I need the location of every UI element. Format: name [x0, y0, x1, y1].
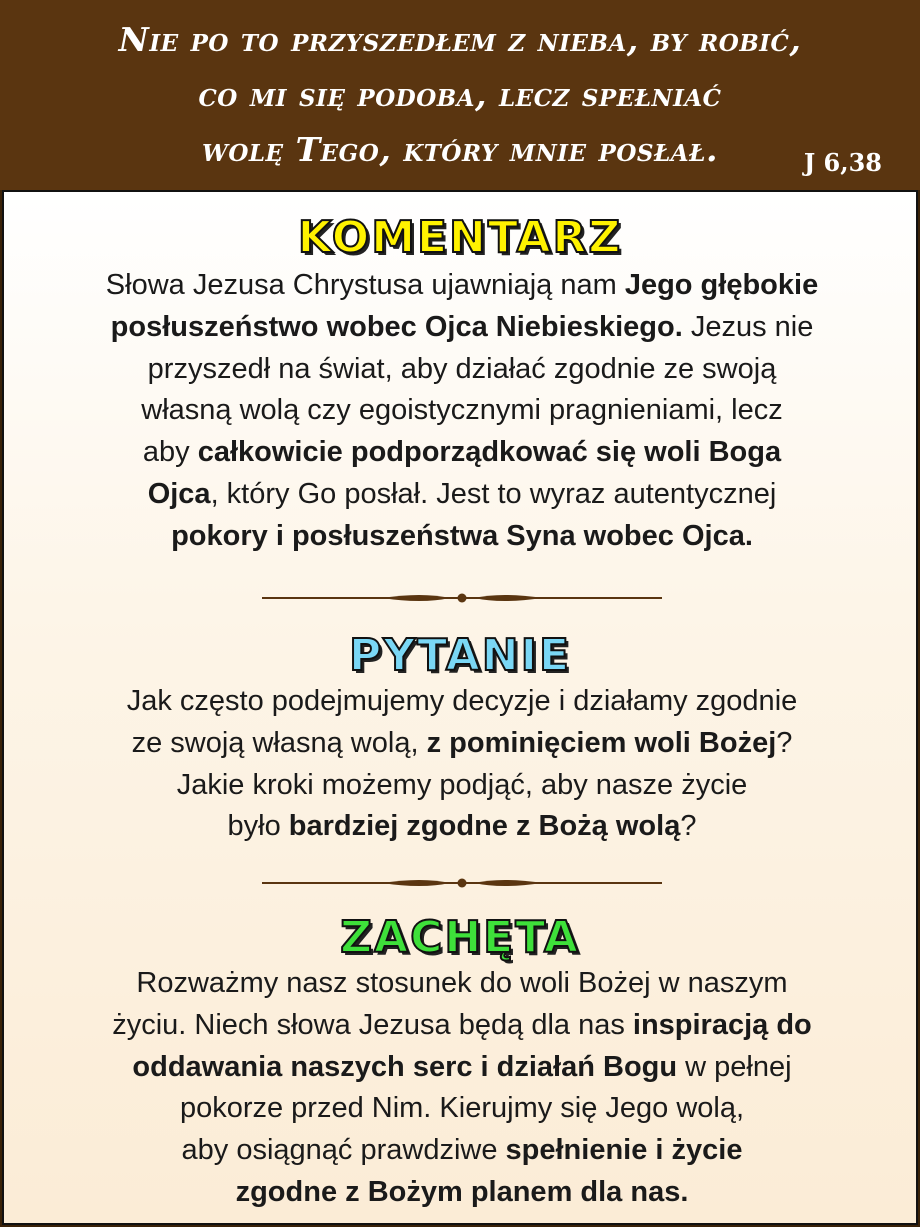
text-line	[24, 1088, 900, 1130]
text: Jakie kroki możemy podjąć, aby nasze życie	[176, 768, 748, 801]
text: Słowa Jezusa Chrystusa ujawniają nam	[105, 269, 625, 301]
text: życiu. Niech słowa Jezusa będą dla nas	[112, 1008, 633, 1041]
text-line	[24, 432, 900, 474]
text-line	[24, 681, 900, 723]
verse-banner	[0, 0, 920, 190]
bold-text: inspiracją do	[632, 1008, 812, 1041]
text: ?	[680, 810, 697, 843]
text: , który Go posłał. Jest to wyraz autentycznej	[210, 477, 777, 510]
text: w pełnej	[677, 1050, 792, 1083]
bold-text: bardziej zgodne z Bożą wolą	[288, 810, 681, 843]
zacheta-text	[24, 963, 900, 1214]
text-line	[24, 963, 900, 1005]
text-line	[24, 723, 900, 765]
bold-text: oddawania naszych serc i działań Bogu	[132, 1050, 678, 1083]
text-line	[24, 349, 900, 391]
text-line	[24, 474, 900, 516]
ornament-divider	[262, 875, 662, 891]
text: Jezus nie	[682, 310, 814, 343]
text: ze swoją własną wolą,	[131, 726, 427, 759]
text: ?	[776, 726, 793, 759]
text-line	[24, 1172, 900, 1214]
bold-text: posłuszeństwo wobec Ojca Niebieskiego.	[110, 310, 683, 343]
section-title-pytanie: PYTANIE	[348, 630, 571, 681]
text: pokorze przed Nim. Kierujmy się Jego wolą,	[179, 1092, 745, 1125]
ornament-divider	[262, 590, 662, 606]
text: przyszedł na świat, aby działać zgodnie ze swoją	[147, 352, 777, 385]
verse-line: wolę Tego, który mnie posłał.	[202, 130, 718, 169]
text-line	[24, 516, 900, 558]
komentarz-text	[24, 265, 900, 558]
text: własną wolą czy egoistycznymi pragnieniami, lecz	[141, 394, 783, 427]
verse-line: co mi się podoba, lecz spełniać	[198, 75, 722, 114]
verse-reference: J 6,38	[803, 148, 882, 177]
content-panel	[2, 190, 918, 1225]
text-line	[24, 806, 900, 848]
bold-text: zgodne z Bożym planem dla nas.	[235, 1175, 689, 1208]
section-title-zacheta: ZACHĘTA	[340, 912, 580, 963]
text: aby	[142, 436, 198, 469]
text: było	[227, 810, 289, 843]
bold-text: Ojca	[147, 477, 211, 510]
pytanie-text	[24, 681, 900, 848]
text: Rozważmy nasz stosunek do woli Bożej w naszym	[136, 967, 788, 999]
text-line	[24, 265, 900, 307]
bold-text: pokory i posłuszeństwa Syna wobec Ojca.	[171, 519, 753, 552]
text-line	[24, 1005, 900, 1047]
bold-text: całkowicie podporządkować się woli Boga	[197, 436, 782, 469]
text-line	[24, 1047, 900, 1089]
text-line	[24, 307, 900, 349]
verse-line: Nie po to przyszedłem z nieba, by robić,	[118, 20, 802, 59]
bold-text: z pominięciem woli Bożej	[426, 726, 777, 759]
text-line	[24, 390, 900, 432]
bold-text: spełnienie i życie	[505, 1134, 743, 1167]
text: Jak często podejmujemy decyzje i działamy zgodnie	[126, 685, 798, 717]
text: aby osiągnąć prawdziwe	[181, 1134, 506, 1167]
verse-quote	[0, 0, 920, 177]
bold-text: Jego głębokie	[624, 269, 819, 301]
text-line	[24, 1130, 900, 1172]
text-line	[24, 765, 900, 807]
section-title-komentarz: KOMENTARZ	[297, 212, 623, 263]
